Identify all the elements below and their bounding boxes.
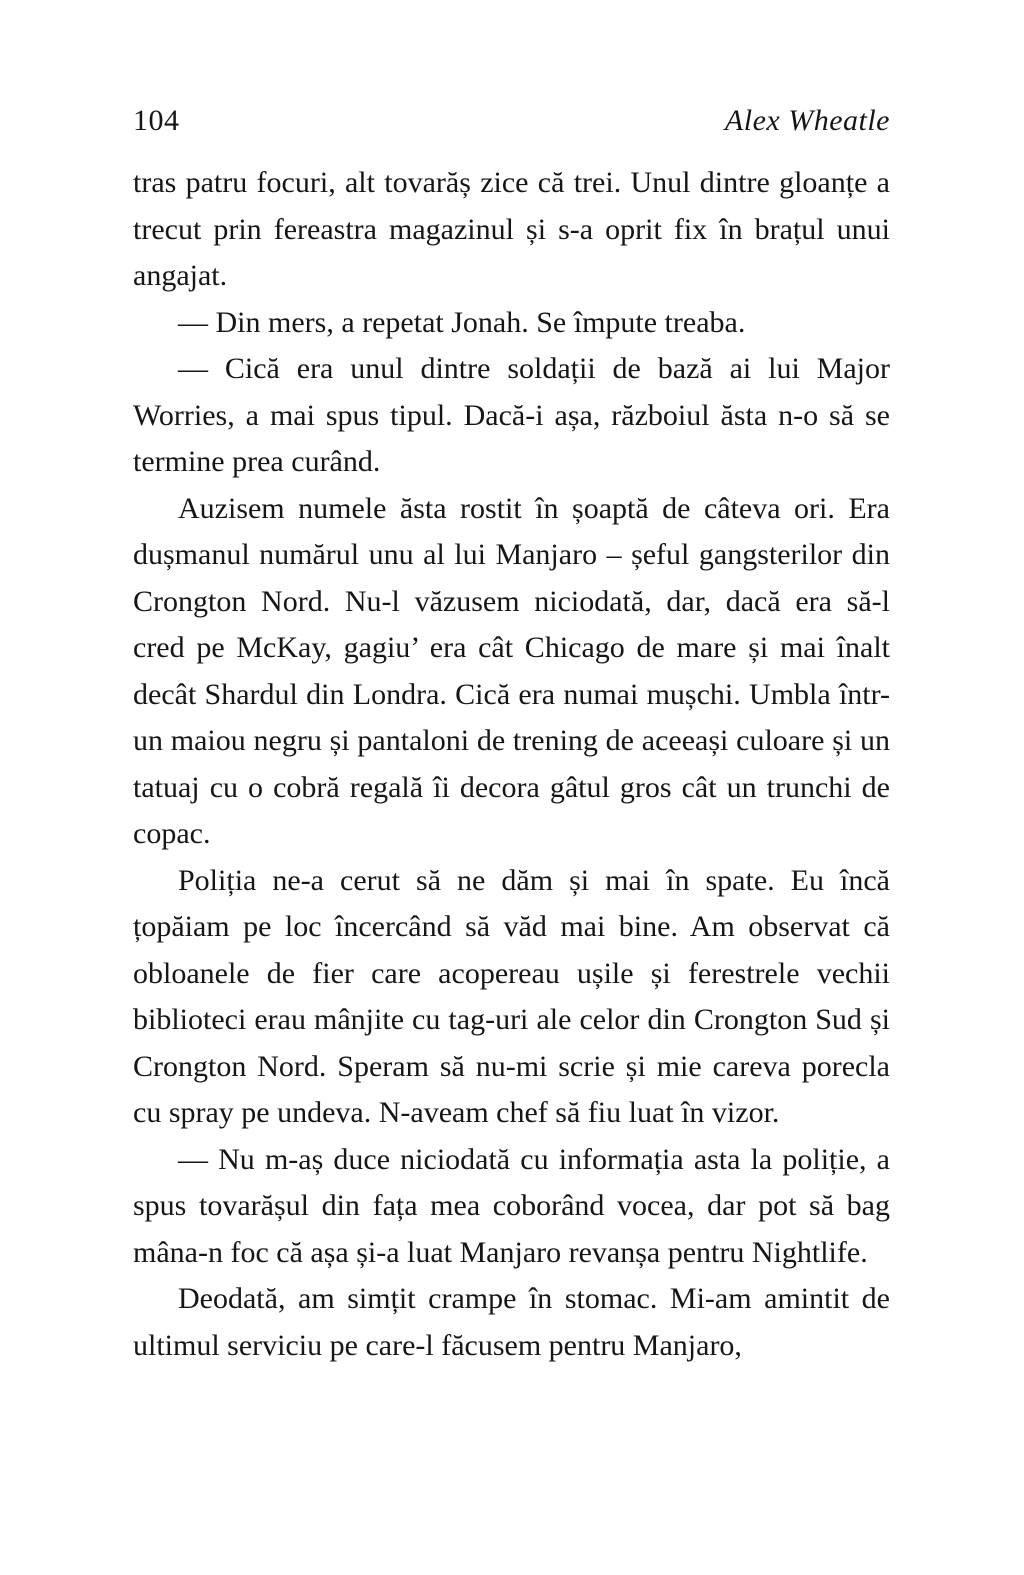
paragraph: Poliția ne-a cerut să ne dăm și mai în spate. Eu încă țopăiam pe loc încercând să văd mai bine. Am observat că obloanele de fier care acopereau ușile și ferestrele vechii biblioteci erau mânjite cu tag-uri ale celor din Crongton Sud și Crongton Nord. Speram să nu-mi scrie și mie careva porecla cu spray pe undeva. N-aveam chef să fiu luat în vizor.: [133, 863, 890, 1129]
running-header: [133, 101, 890, 141]
paragraph: tras patru focuri, alt tovarăș zice că trei. Unul dintre gloanțe a trecut prin fereastra magazinul și s-a oprit fix în brațul unui angajat.: [133, 166, 890, 292]
paragraph: Deodată, am simțit crampe în stomac. Mi-am amintit de ultimul serviciu pe care-l făcusem pentru Manjaro,: [133, 1282, 890, 1362]
author-name: Alex Wheatle: [724, 104, 890, 137]
paragraph: — Nu m-aș duce niciodată cu informația asta la poliție, a spus tovarășul din fața mea coborând vocea, dar pot să bag mâna-n foc că așa și-a luat Manjaro revanșa pentru Nightlife.: [133, 1142, 890, 1269]
body-text: [133, 160, 890, 1369]
paragraph: — Cică era unul dintre soldații de bază ai lui Major Worries, a mai spus tipul. Dacă-i așa, războiul ăsta n-o să se termine prea curând.: [133, 352, 890, 478]
page-number: 104: [133, 104, 180, 137]
paragraph: — Din mers, a repetat Jonah. Se împute treaba.: [178, 305, 746, 339]
paragraph: Auzisem numele ăsta rostit în șoaptă de câteva ori. Era dușmanul numărul unu al lui Manjaro – șeful gangsterilor din Crongton Nord. Nu-l văzusem niciodată, dar, dacă era să-l cred pe McKay, gagiu’ era cât Chicago de mare și mai înalt decât Shardul din Londra. Cică era numai mușchi. Umbla într-un maiou negru și pantaloni de trening de aceeași culoare și un tatuaj cu o cobră regală îi decora gâtul gros cât un trunchi de copac.: [133, 491, 890, 850]
